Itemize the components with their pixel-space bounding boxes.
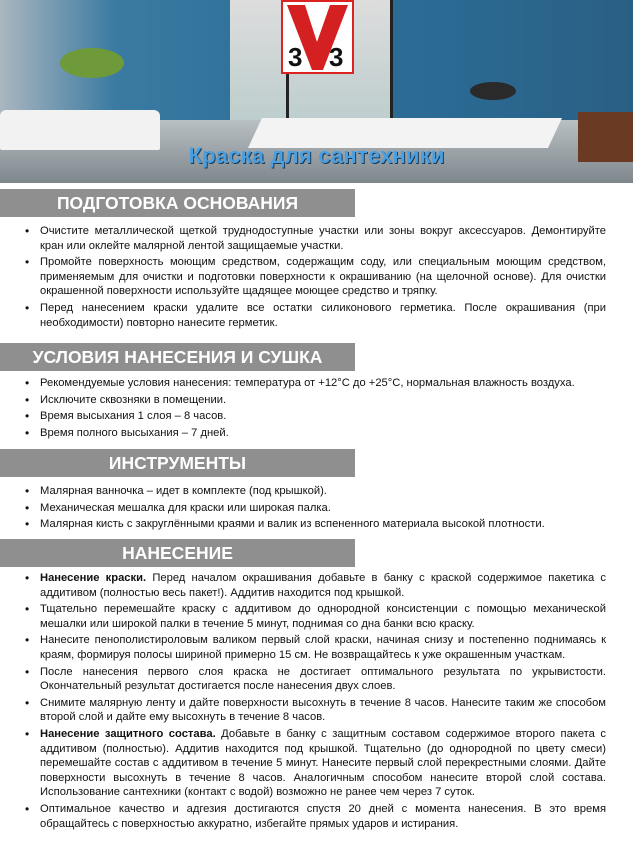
list-item: • Время полного высыхания – 7 дней. bbox=[0, 426, 606, 441]
list-item: • Малярная кисть с закруглёнными краями и валик из вспененного материала высокой плотности. bbox=[0, 517, 606, 532]
list-item bbox=[0, 665, 606, 694]
item-lead: Нанесение краски. bbox=[40, 572, 147, 584]
plant-image bbox=[60, 48, 124, 78]
logo-mark-icon bbox=[283, 2, 352, 72]
section-header-application: НАНЕСЕНИЕ bbox=[0, 539, 355, 567]
list-item bbox=[0, 633, 606, 662]
application-list bbox=[0, 571, 606, 833]
item-text: Тщательно перемешайте краску с аддитивом до однородной консистенции с помощью механической мешалки или широкой палки в течение 5 минут, поднимая со дна банки всю краску. bbox=[40, 603, 606, 630]
section-header-preparation: ПОДГОТОВКА ОСНОВАНИЯ bbox=[0, 189, 355, 217]
list-item bbox=[0, 696, 606, 725]
item-text: Оптимальное качество и адгезия достигаются спустя 20 дней с момента нанесения. В это время обращайтесь с поверхностью аккуратно, избегайте прямых ударов и истирания. bbox=[40, 802, 606, 830]
list-item: • Перед нанесением краски удалите все остатки силиконового герметика. После окрашивания (при необходимости) повторно нанесите герметик. bbox=[0, 301, 606, 330]
item-text: Перед началом окрашивания добавьте в банку с краской содержимое пакетика с аддитивом (полностью весь пакет!). Аддитив находится под крышкой. bbox=[40, 572, 606, 599]
item-text: Нанесите пенополистироловым валиком первый слой краски, начиная снизу и постепенно поднимаясь к краям, формируя полосы шириной примерно 15 см. Не возвращайтесь к уже окрашенным участкам. bbox=[40, 634, 606, 661]
list-item bbox=[0, 571, 606, 600]
list-item: • Очистите металлической щеткой труднодоступные участки или зоны вокруг аксессуаров. Демонтируйте кран или оклейте малярной лентой защищаемые участки. bbox=[0, 224, 606, 253]
list-item: • Промойте поверхность моющим средством, содержащим соду, или специальным моющим средством, применяемым для очистки и подготовки поверхности к окрашиванию (на щелочной основе). Для очистки окрашенной поверхности используйте щадящее моющее средство и тряпку. bbox=[0, 255, 606, 299]
list-item: • Механическая мешалка для краски или широкая палка. bbox=[0, 501, 606, 516]
hero-banner bbox=[0, 0, 633, 183]
shower-head-image bbox=[470, 82, 516, 100]
list-item bbox=[0, 602, 606, 631]
section-header-conditions: УСЛОВИЯ НАНЕСЕНИЯ И СУШКА bbox=[0, 343, 355, 371]
list-item bbox=[0, 727, 606, 800]
svg-text:3: 3 bbox=[329, 42, 344, 72]
conditions-list bbox=[0, 376, 606, 442]
list-item: • Рекомендуемые условия нанесения: температура от +12°С до +25°С, нормальная влажность воздуха. bbox=[0, 376, 606, 391]
brand-logo bbox=[281, 0, 354, 74]
svg-text:3: 3 bbox=[288, 42, 303, 72]
preparation-list bbox=[0, 224, 606, 332]
list-item: • Время высыхания 1 слоя – 8 часов. bbox=[0, 409, 606, 424]
list-item: • Исключите сквозняки в помещении. bbox=[0, 393, 606, 408]
item-text: Добавьте в банку с защитным составом содержимое второго пакета с аддитивом (полностью). Аддитив находится под крышкой. Тщательно (до однородной по цвету смеси) перемешайте состав с аддитивом в течение 5 минут. Нанесите первый слой перекрестными слоями. Дайте поверхности высохнуть в течение 8 часов. Аналогичным способом нанесите второй слой состава. Использование сантехники (контакт с водой) возможно не ранее чем через 7 суток. bbox=[40, 727, 606, 799]
list-item: • Малярная ванночка – идет в комплекте (под крышкой). bbox=[0, 484, 606, 499]
item-text: Снимите малярную ленту и дайте поверхности высохнуть в течение 8 часов. Нанесите таким же способом второй слой и дайте ему высохнуть в течение 8 часов. bbox=[40, 696, 606, 724]
list-item bbox=[0, 802, 606, 831]
item-lead: Нанесение защитного состава. bbox=[40, 727, 216, 740]
tools-list bbox=[0, 484, 606, 534]
page-title: Краска для сантехники bbox=[188, 143, 445, 168]
section-header-tools: ИНСТРУМЕНТЫ bbox=[0, 449, 355, 477]
item-text: После нанесения первого слоя краска не достигает оптимального результата по укрывистости. Окончательный результат достигается после нанесения двух слоев. bbox=[40, 665, 606, 693]
